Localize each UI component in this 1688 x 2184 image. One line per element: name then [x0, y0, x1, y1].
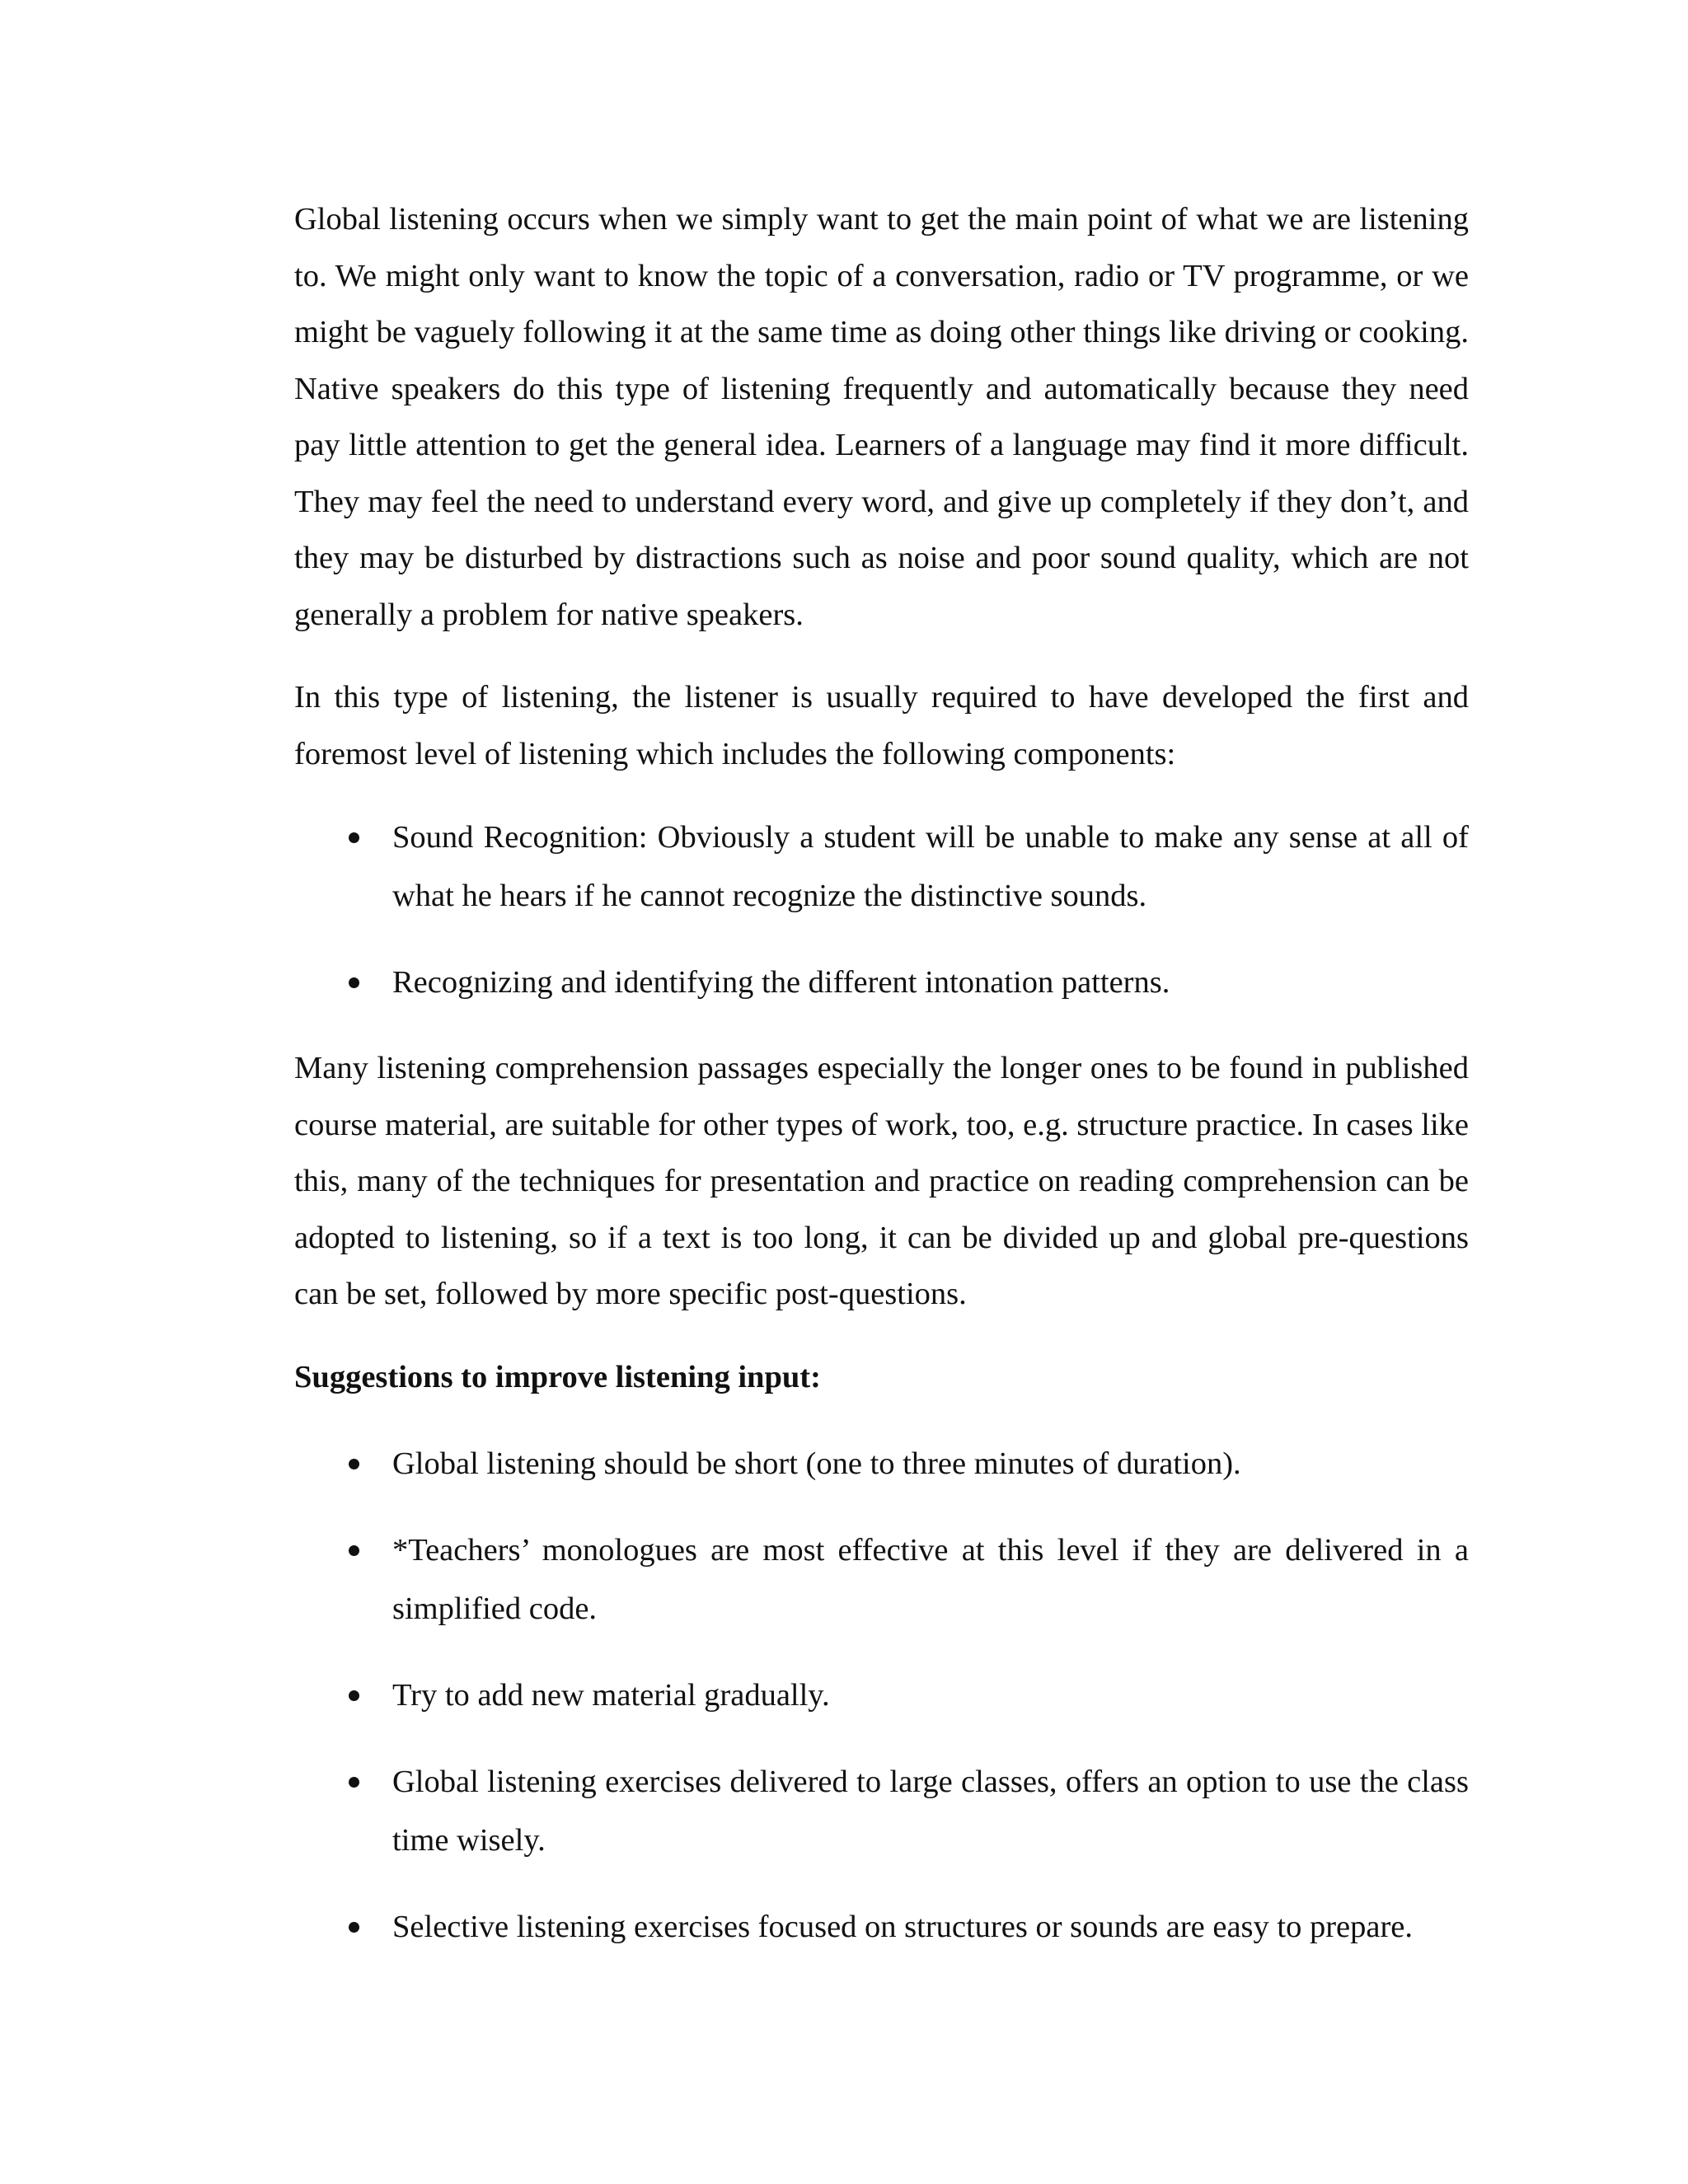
- bullet-icon: [349, 1459, 359, 1469]
- suggestions-heading: Suggestions to improve listening input:: [294, 1359, 821, 1394]
- bullet-icon: [349, 1690, 359, 1701]
- paragraph-listening-components-intro: In this type of listening, the listener is usually required to have developed the first and foremost level of listening which includes the following components:: [294, 680, 1469, 771]
- list-item-text: Global listening exercises delivered to large classes, offers an option to use the class time wisely.: [392, 1765, 1469, 1858]
- list-item: [294, 954, 1469, 1012]
- list-item-text: Recognizing and identifying the different intonation patterns.: [392, 965, 1170, 1000]
- components-list: [294, 808, 1469, 1012]
- list-item: [294, 808, 1469, 926]
- bullet-icon: [349, 1922, 359, 1933]
- list-item: [294, 1898, 1469, 1957]
- list-item-text: Sound Recognition: Obviously a student will be unable to make any sense at all of what he hears if he cannot recognize the distinctive sounds.: [392, 820, 1469, 913]
- suggestions-list: [294, 1435, 1469, 1957]
- bullet-icon: [349, 1545, 359, 1556]
- list-item-text: Selective listening exercises focused on structures or sounds are easy to prepare.: [392, 1910, 1413, 1944]
- list-item-text: Try to add new material gradually.: [392, 1678, 830, 1713]
- list-item-text: *Teachers’ monologues are most effective at this level if they are delivered in a simplified code.: [392, 1533, 1469, 1626]
- list-item: [294, 1521, 1469, 1638]
- bullet-icon: [349, 1777, 359, 1788]
- list-item: [294, 1753, 1469, 1870]
- paragraph-global-listening: Global listening occurs when we simply want to get the main point of what we are listening to. We might only want to know the topic of a conversation, radio or TV programme, or we might be vaguely following it at the same time as doing other things like driving or cooking. Native speakers do this type of listening frequently and automatically because they need pay little attention to get the general idea. Learners of a language may find it more difficult. They may feel the need to understand every word, and give up completely if they don’t, and they may be disturbed by distractions such as noise and poor sound quality, which are not generally a problem for native speakers.: [294, 202, 1469, 632]
- list-item-text: Global listening should be short (one to three minutes of duration).: [392, 1446, 1241, 1481]
- list-item: [294, 1435, 1469, 1493]
- list-item: [294, 1666, 1469, 1725]
- bullet-icon: [349, 977, 359, 988]
- bullet-icon: [349, 832, 359, 843]
- document-page: [294, 191, 1469, 1985]
- paragraph-comprehension-passages: Many listening comprehension passages especially the longer ones to be found in published course material, are suitable for other types of work, too, e.g. structure practice. In cases like this, many of the techniques for presentation and practice on reading comprehension can be adopted to listening, so if a text is too long, it can be divided up and global pre-questions can be set, followed by more specific post-questions.: [294, 1051, 1470, 1311]
